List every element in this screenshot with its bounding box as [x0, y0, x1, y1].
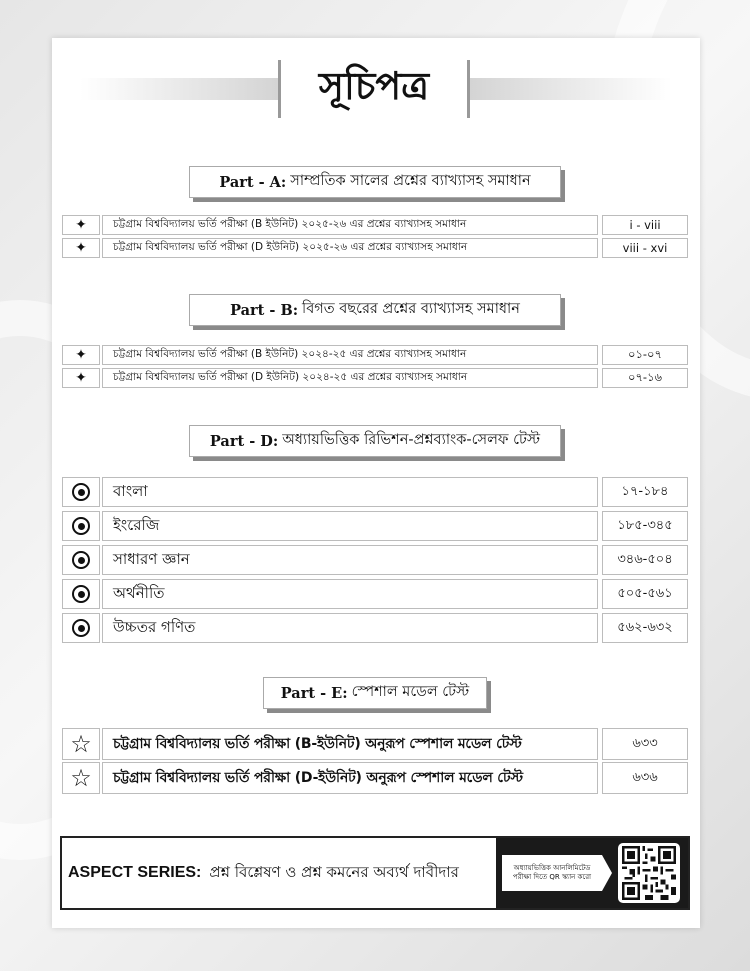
- star-icon: ☆: [62, 728, 100, 760]
- title-box: [278, 60, 470, 118]
- part-e-title: স্পেশাল মডেল টেস্ট: [351, 684, 470, 700]
- sparkle-icon: ✦: [62, 368, 100, 388]
- table-row[interactable]: [62, 215, 688, 235]
- arrow-icon: [602, 855, 612, 891]
- title-decor-right: [470, 78, 672, 100]
- part-b-heading: [189, 294, 561, 326]
- row-pages: ১৮৫-৩৪৫: [602, 511, 688, 541]
- target-icon: [62, 545, 100, 575]
- part-d-heading: [189, 425, 561, 457]
- part-b-title: বিগত বছরের প্রশ্নের ব্যাখ্যাসহ সমাধান: [302, 301, 520, 317]
- title-section: [52, 60, 700, 118]
- row-pages: viii - xvi: [602, 238, 688, 258]
- row-title: চট্টগ্রাম বিশ্ববিদ্যালয় ভর্তি পরীক্ষা (B-ইউনিট) অনুরূপ স্পেশাল মডেল টেস্ট: [102, 728, 598, 760]
- qr-code-icon[interactable]: [618, 843, 680, 903]
- row-pages: ৬৩৬: [602, 762, 688, 794]
- title-decor-left: [80, 78, 278, 100]
- table-row[interactable]: [62, 613, 688, 643]
- qr-panel: [496, 838, 688, 908]
- row-title: চট্টগ্রাম বিশ্ববিদ্যালয় ভর্তি পরীক্ষা (B ইউনিট) ২০২৫-২৬ এর প্রশ্নের ব্যাখ্যাসহ সমাধান: [102, 215, 598, 235]
- qr-cta: অধ্যায়ভিত্তিক আনলিমিটেড পরীক্ষা দিতে QR স্ক্যান করো: [502, 855, 602, 891]
- row-title: চট্টগ্রাম বিশ্ববিদ্যালয় ভর্তি পরীক্ষা (D-ইউনিট) অনুরূপ স্পেশাল মডেল টেস্ট: [102, 762, 598, 794]
- row-pages: ০৭-১৬: [602, 368, 688, 388]
- row-pages: ১৭-১৮৪: [602, 477, 688, 507]
- aspect-series-banner: [60, 836, 690, 910]
- row-pages: i - viii: [602, 215, 688, 235]
- table-row[interactable]: [62, 579, 688, 609]
- table-row[interactable]: [62, 762, 688, 794]
- target-icon: [62, 477, 100, 507]
- target-icon: [62, 613, 100, 643]
- table-row[interactable]: [62, 477, 688, 507]
- table-row[interactable]: [62, 238, 688, 258]
- banner-brand: ASPECT SERIES:: [68, 864, 202, 881]
- table-row[interactable]: [62, 345, 688, 365]
- part-d-title: অধ্যায়ভিত্তিক রিভিশন-প্রশ্নব্যাংক-সেলফ টেস্ট: [282, 432, 541, 448]
- sparkle-icon: ✦: [62, 215, 100, 235]
- table-row[interactable]: [62, 728, 688, 760]
- row-title: চট্টগ্রাম বিশ্ববিদ্যালয় ভর্তি পরীক্ষা (D ইউনিট) ২০২৪-২৫ এর প্রশ্নের ব্যাখ্যাসহ সমাধান: [102, 368, 598, 388]
- contents-page: [52, 38, 700, 928]
- row-title: ইংরেজি: [102, 511, 598, 541]
- table-row[interactable]: [62, 511, 688, 541]
- row-pages: ৫৬২-৬৩২: [602, 613, 688, 643]
- star-icon: ☆: [62, 762, 100, 794]
- part-e-heading: [263, 677, 487, 709]
- row-title: সাধারণ জ্ঞান: [102, 545, 598, 575]
- table-row[interactable]: [62, 368, 688, 388]
- table-row[interactable]: [62, 545, 688, 575]
- sparkle-icon: ✦: [62, 345, 100, 365]
- row-title: চট্টগ্রাম বিশ্ববিদ্যালয় ভর্তি পরীক্ষা (B ইউনিট) ২০২৪-২৫ এর প্রশ্নের ব্যাখ্যাসহ সমাধান: [102, 345, 598, 365]
- row-pages: ০১-০৭: [602, 345, 688, 365]
- row-pages: ৫০৫-৫৬১: [602, 579, 688, 609]
- row-title: অর্থনীতি: [102, 579, 598, 609]
- row-title: বাংলা: [102, 477, 598, 507]
- part-a-label: Part - A:: [219, 173, 287, 191]
- part-e-label: Part - E:: [280, 684, 348, 702]
- banner-text: [68, 838, 459, 908]
- row-pages: ৩৪৬-৫০৪: [602, 545, 688, 575]
- row-title: উচ্চতর গণিত: [102, 613, 598, 643]
- part-a-title: সাম্প্রতিক সালের প্রশ্নের ব্যাখ্যাসহ সমাধান: [290, 173, 531, 189]
- target-icon: [62, 579, 100, 609]
- target-icon: [62, 511, 100, 541]
- part-b-label: Part - B:: [230, 301, 299, 319]
- page-title: সূচিপত্র: [318, 64, 430, 108]
- part-a-heading: [189, 166, 561, 198]
- banner-tagline: প্রশ্ন বিশ্লেষণ ও প্রশ্ন কমনের অব্যর্থ দাবীদার: [209, 862, 459, 881]
- part-d-label: Part - D:: [209, 432, 279, 450]
- sparkle-icon: ✦: [62, 238, 100, 258]
- row-title: চট্টগ্রাম বিশ্ববিদ্যালয় ভর্তি পরীক্ষা (D ইউনিট) ২০২৫-২৬ এর প্রশ্নের ব্যাখ্যাসহ সমাধান: [102, 238, 598, 258]
- row-pages: ৬৩৩: [602, 728, 688, 760]
